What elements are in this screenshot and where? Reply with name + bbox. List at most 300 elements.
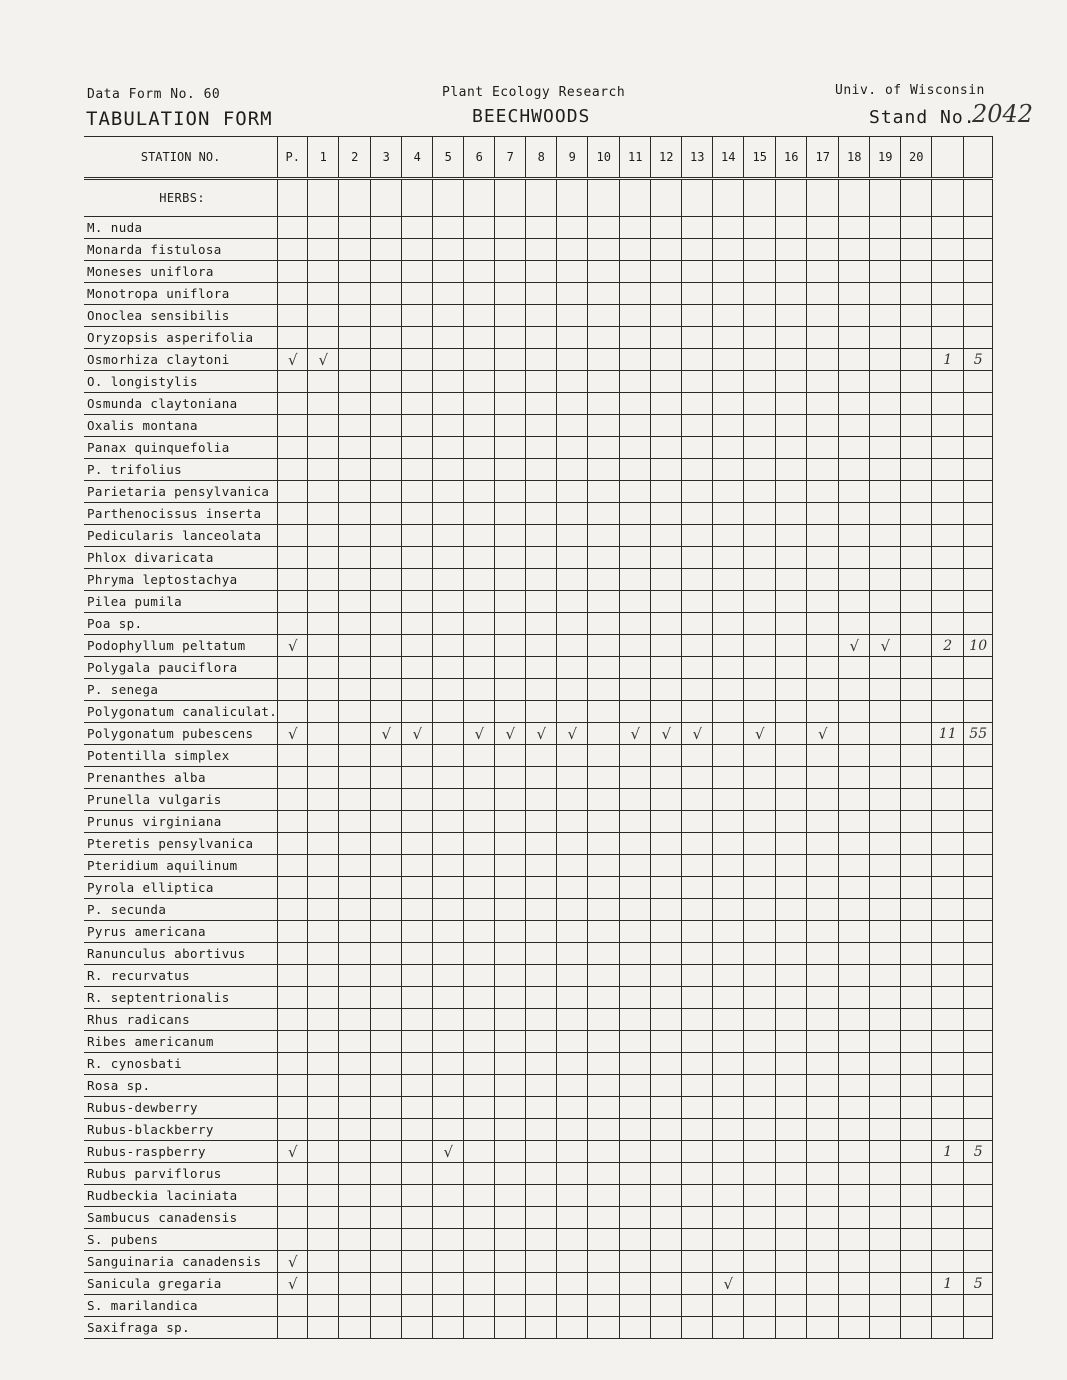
grid-cell: [839, 481, 870, 503]
grid-cell: [713, 1229, 744, 1251]
grid-cell: [464, 217, 495, 239]
grid-cell: [682, 1185, 713, 1207]
grid-cell: [682, 899, 713, 921]
grid-cell: [495, 569, 526, 591]
grid-cell: [402, 481, 433, 503]
species-name: R. septentrionalis: [84, 987, 278, 1009]
tally-percent: [964, 525, 993, 547]
column-header: 1: [308, 137, 339, 179]
grid-cell: [620, 679, 651, 701]
grid-cell: [526, 239, 557, 261]
grid-cell: [557, 525, 588, 547]
section-row: [84, 179, 993, 217]
grid-cell: [744, 1185, 776, 1207]
grid-cell: [557, 371, 588, 393]
grid-cell: [464, 1185, 495, 1207]
grid-cell: [651, 701, 682, 723]
grid-cell: [557, 179, 588, 217]
grid-cell: [308, 437, 339, 459]
grid-cell: [588, 547, 620, 569]
grid-cell: [901, 371, 932, 393]
grid-cell: [402, 569, 433, 591]
grid-cell: [464, 1097, 495, 1119]
grid-cell: [308, 701, 339, 723]
species-name: Podophyllum peltatum: [84, 635, 278, 657]
grid-cell: [620, 1273, 651, 1295]
university: Univ. of Wisconsin: [835, 83, 985, 98]
tally-count: [932, 305, 964, 327]
grid-cell: [464, 987, 495, 1009]
grid-cell: [433, 525, 464, 547]
grid-cell: [402, 657, 433, 679]
grid-cell: [557, 635, 588, 657]
grid-cell: [557, 261, 588, 283]
stand-number: 2042: [972, 100, 1034, 128]
grid-cell: [371, 437, 402, 459]
grid-cell: [776, 899, 807, 921]
grid-cell: [588, 1317, 620, 1339]
grid-cell: [588, 261, 620, 283]
species-name: Rubus-raspberry: [84, 1141, 278, 1163]
grid-cell: [464, 547, 495, 569]
grid-cell: [651, 239, 682, 261]
grid-cell: [744, 701, 776, 723]
grid-cell: [464, 855, 495, 877]
grid-cell: [433, 239, 464, 261]
grid-cell: [901, 1207, 932, 1229]
grid-cell: [526, 701, 557, 723]
grid-cell: [402, 459, 433, 481]
grid-cell: [588, 569, 620, 591]
grid-cell: [464, 1163, 495, 1185]
grid-cell: [464, 767, 495, 789]
grid-cell: [339, 261, 371, 283]
grid-cell: [807, 833, 839, 855]
grid-cell: [807, 437, 839, 459]
grid-cell: [839, 1251, 870, 1273]
tally-count: [932, 503, 964, 525]
grid-cell: [901, 1075, 932, 1097]
grid-cell: [713, 657, 744, 679]
grid-cell: [464, 613, 495, 635]
grid-cell: [339, 459, 371, 481]
grid-cell: [776, 921, 807, 943]
tally-count: [932, 283, 964, 305]
grid-cell: [402, 179, 433, 217]
table-row: [84, 591, 993, 613]
grid-cell: [682, 811, 713, 833]
grid-cell: [557, 767, 588, 789]
tally-count: [932, 1097, 964, 1119]
grid-cell: [682, 1229, 713, 1251]
grid-cell: [776, 855, 807, 877]
grid-cell: [776, 525, 807, 547]
table-row: [84, 261, 993, 283]
grid-cell: [807, 179, 839, 217]
grid-cell: [744, 327, 776, 349]
grid-cell: [371, 179, 402, 217]
check-mark: √: [278, 349, 308, 371]
grid-cell: [776, 1141, 807, 1163]
grid-cell: [807, 1251, 839, 1273]
grid-cell: [464, 239, 495, 261]
grid-cell: [744, 855, 776, 877]
table-row: [84, 965, 993, 987]
grid-cell: [651, 1053, 682, 1075]
grid-cell: [713, 393, 744, 415]
grid-cell: [371, 239, 402, 261]
grid-cell: [588, 789, 620, 811]
grid-cell: [371, 1251, 402, 1273]
grid-cell: [807, 393, 839, 415]
grid-cell: [713, 591, 744, 613]
grid-cell: [588, 745, 620, 767]
grid-cell: [588, 437, 620, 459]
table-row: [84, 789, 993, 811]
grid-cell: [278, 1053, 308, 1075]
tally-percent: [964, 899, 993, 921]
table-row: [84, 283, 993, 305]
column-header: P.: [278, 137, 308, 179]
grid-cell: [526, 569, 557, 591]
grid-cell: [526, 767, 557, 789]
tally-count: [932, 701, 964, 723]
grid-cell: [464, 415, 495, 437]
grid-cell: [339, 1009, 371, 1031]
grid-cell: [682, 1207, 713, 1229]
grid-cell: [557, 877, 588, 899]
grid-cell: [839, 217, 870, 239]
grid-cell: [278, 833, 308, 855]
grid-cell: [901, 613, 932, 635]
tally-count: [932, 327, 964, 349]
grid-cell: [588, 1207, 620, 1229]
grid-cell: [682, 1031, 713, 1053]
grid-cell: [495, 547, 526, 569]
grid-cell: [682, 261, 713, 283]
grid-cell: [557, 1053, 588, 1075]
grid-cell: [682, 437, 713, 459]
grid-cell: [901, 283, 932, 305]
tally-percent: [964, 1075, 993, 1097]
tally-percent: [964, 547, 993, 569]
grid-cell: [713, 877, 744, 899]
grid-cell: [402, 1295, 433, 1317]
grid-cell: [308, 987, 339, 1009]
grid-cell: [526, 217, 557, 239]
grid-cell: [308, 569, 339, 591]
grid-cell: [870, 1229, 901, 1251]
grid-cell: [339, 1053, 371, 1075]
tally-count: [932, 965, 964, 987]
table-row: [84, 393, 993, 415]
check-mark: √: [651, 723, 682, 745]
species-name: Osmunda claytoniana: [84, 393, 278, 415]
grid-cell: [526, 833, 557, 855]
grid-cell: [464, 679, 495, 701]
grid-cell: [433, 1207, 464, 1229]
grid-cell: [776, 679, 807, 701]
grid-cell: [901, 525, 932, 547]
grid-cell: [433, 877, 464, 899]
grid-cell: [339, 657, 371, 679]
grid-cell: [308, 1119, 339, 1141]
grid-cell: [278, 1229, 308, 1251]
check-mark: √: [278, 1141, 308, 1163]
tally-percent: [964, 921, 993, 943]
grid-cell: [651, 1097, 682, 1119]
species-name: Rubus-dewberry: [84, 1097, 278, 1119]
grid-cell: [402, 1097, 433, 1119]
grid-cell: [807, 239, 839, 261]
grid-cell: [901, 965, 932, 987]
grid-cell: [682, 239, 713, 261]
grid-cell: [557, 393, 588, 415]
grid-cell: [278, 1207, 308, 1229]
grid-cell: [744, 833, 776, 855]
grid-cell: [495, 833, 526, 855]
grid-cell: [870, 217, 901, 239]
grid-cell: [339, 591, 371, 613]
grid-cell: [870, 547, 901, 569]
grid-cell: [588, 481, 620, 503]
grid-cell: [713, 179, 744, 217]
grid-cell: [744, 261, 776, 283]
grid-cell: [870, 899, 901, 921]
grid-cell: [682, 481, 713, 503]
grid-cell: [651, 1207, 682, 1229]
grid-cell: [713, 965, 744, 987]
grid-cell: [308, 371, 339, 393]
grid-cell: [495, 349, 526, 371]
table-row: [84, 1031, 993, 1053]
tally-percent: [964, 877, 993, 899]
grid-cell: [339, 525, 371, 547]
grid-cell: [682, 1141, 713, 1163]
grid-cell: [278, 679, 308, 701]
grid-cell: [402, 965, 433, 987]
grid-cell: [464, 591, 495, 613]
grid-cell: [620, 855, 651, 877]
grid-cell: [433, 965, 464, 987]
grid-cell: [807, 613, 839, 635]
grid-cell: [557, 811, 588, 833]
grid-cell: [620, 503, 651, 525]
species-name: Ribes americanum: [84, 1031, 278, 1053]
grid-cell: [495, 1229, 526, 1251]
tally-percent: [964, 811, 993, 833]
grid-cell: [371, 987, 402, 1009]
grid-cell: [901, 657, 932, 679]
grid-cell: [278, 305, 308, 327]
grid-cell: [713, 855, 744, 877]
grid-cell: [807, 1031, 839, 1053]
grid-cell: [682, 547, 713, 569]
grid-cell: [588, 525, 620, 547]
check-mark: √: [402, 723, 433, 745]
organization: Plant Ecology Research: [442, 85, 626, 100]
grid-cell: [495, 855, 526, 877]
grid-cell: [278, 481, 308, 503]
grid-cell: [651, 1229, 682, 1251]
grid-cell: [901, 217, 932, 239]
table-row: [84, 1119, 993, 1141]
grid-cell: [308, 679, 339, 701]
grid-cell: [464, 811, 495, 833]
species-name: Polygala pauciflora: [84, 657, 278, 679]
grid-cell: [744, 481, 776, 503]
grid-cell: [526, 1273, 557, 1295]
grid-cell: [464, 943, 495, 965]
grid-cell: [776, 1075, 807, 1097]
tally-count: [932, 239, 964, 261]
grid-cell: [308, 811, 339, 833]
grid-cell: [371, 481, 402, 503]
tally-count: [932, 987, 964, 1009]
grid-cell: [495, 1207, 526, 1229]
grid-cell: [464, 481, 495, 503]
tally-percent: [964, 393, 993, 415]
grid-cell: [839, 1031, 870, 1053]
table-row: [84, 305, 993, 327]
grid-cell: [402, 437, 433, 459]
grid-cell: [620, 1009, 651, 1031]
grid-cell: [308, 1273, 339, 1295]
grid-cell: [464, 1141, 495, 1163]
grid-cell: [870, 1097, 901, 1119]
grid-cell: [278, 283, 308, 305]
species-name: Phlox divaricata: [84, 547, 278, 569]
table-row: [84, 1251, 993, 1273]
grid-cell: [620, 899, 651, 921]
table-row: [84, 943, 993, 965]
grid-cell: [620, 965, 651, 987]
grid-cell: [526, 179, 557, 217]
grid-cell: [744, 415, 776, 437]
grid-cell: [308, 459, 339, 481]
station-no-header: STATION NO.: [84, 137, 278, 179]
tally-count: [932, 1251, 964, 1273]
grid-cell: [776, 261, 807, 283]
grid-cell: [620, 239, 651, 261]
grid-cell: [776, 371, 807, 393]
grid-cell: [308, 877, 339, 899]
grid-cell: [901, 1053, 932, 1075]
grid-cell: [464, 1009, 495, 1031]
species-name: Parietaria pensylvanica: [84, 481, 278, 503]
tally-count: [932, 1053, 964, 1075]
grid-cell: [588, 635, 620, 657]
grid-cell: [278, 965, 308, 987]
grid-cell: [495, 217, 526, 239]
grid-cell: [776, 1097, 807, 1119]
grid-cell: [339, 1031, 371, 1053]
grid-cell: [588, 1119, 620, 1141]
grid-cell: [278, 943, 308, 965]
grid-cell: [713, 1031, 744, 1053]
grid-cell: [901, 723, 932, 745]
grid-cell: [620, 1163, 651, 1185]
grid-cell: [557, 305, 588, 327]
tally-percent: [964, 1009, 993, 1031]
grid-cell: [557, 613, 588, 635]
grid-cell: [278, 1119, 308, 1141]
grid-cell: [870, 1273, 901, 1295]
grid-cell: [371, 965, 402, 987]
grid-cell: [901, 679, 932, 701]
grid-cell: [807, 811, 839, 833]
grid-cell: [557, 415, 588, 437]
grid-cell: [339, 899, 371, 921]
grid-cell: [433, 217, 464, 239]
grid-cell: [557, 217, 588, 239]
grid-cell: [308, 1317, 339, 1339]
grid-cell: [839, 503, 870, 525]
grid-cell: [588, 179, 620, 217]
grid-cell: [744, 1317, 776, 1339]
grid-cell: [308, 179, 339, 217]
grid-cell: [870, 921, 901, 943]
grid-cell: [588, 1163, 620, 1185]
tally-percent: [964, 437, 993, 459]
grid-cell: [651, 547, 682, 569]
grid-cell: [588, 1141, 620, 1163]
grid-cell: [371, 701, 402, 723]
grid-cell: [557, 855, 588, 877]
grid-cell: [588, 239, 620, 261]
grid-cell: [526, 327, 557, 349]
grid-cell: [495, 261, 526, 283]
grid-cell: [588, 811, 620, 833]
column-header: 8: [526, 137, 557, 179]
grid-cell: [402, 745, 433, 767]
table-row: [84, 767, 993, 789]
grid-cell: [339, 305, 371, 327]
grid-cell: [744, 1207, 776, 1229]
species-name: Rosa sp.: [84, 1075, 278, 1097]
grid-cell: [402, 1229, 433, 1251]
grid-cell: [620, 1251, 651, 1273]
grid-cell: [713, 1009, 744, 1031]
tally-count: [932, 591, 964, 613]
grid-cell: [526, 921, 557, 943]
grid-cell: [278, 371, 308, 393]
grid-cell: [744, 459, 776, 481]
grid-cell: [901, 1251, 932, 1273]
grid-cell: [588, 1273, 620, 1295]
grid-cell: [682, 679, 713, 701]
grid-cell: [433, 987, 464, 1009]
grid-cell: [464, 1119, 495, 1141]
grid-cell: [371, 349, 402, 371]
grid-cell: [744, 217, 776, 239]
grid-cell: [651, 1273, 682, 1295]
species-name: M. nuda: [84, 217, 278, 239]
grid-cell: [402, 833, 433, 855]
grid-cell: [713, 569, 744, 591]
grid-cell: [588, 1229, 620, 1251]
grid-cell: [557, 1119, 588, 1141]
grid-cell: [713, 481, 744, 503]
tally-percent: [964, 965, 993, 987]
grid-cell: [402, 415, 433, 437]
grid-cell: [371, 283, 402, 305]
grid-cell: [807, 1097, 839, 1119]
grid-cell: [402, 987, 433, 1009]
tally-percent: [964, 217, 993, 239]
table-row: [84, 569, 993, 591]
grid-cell: [651, 305, 682, 327]
